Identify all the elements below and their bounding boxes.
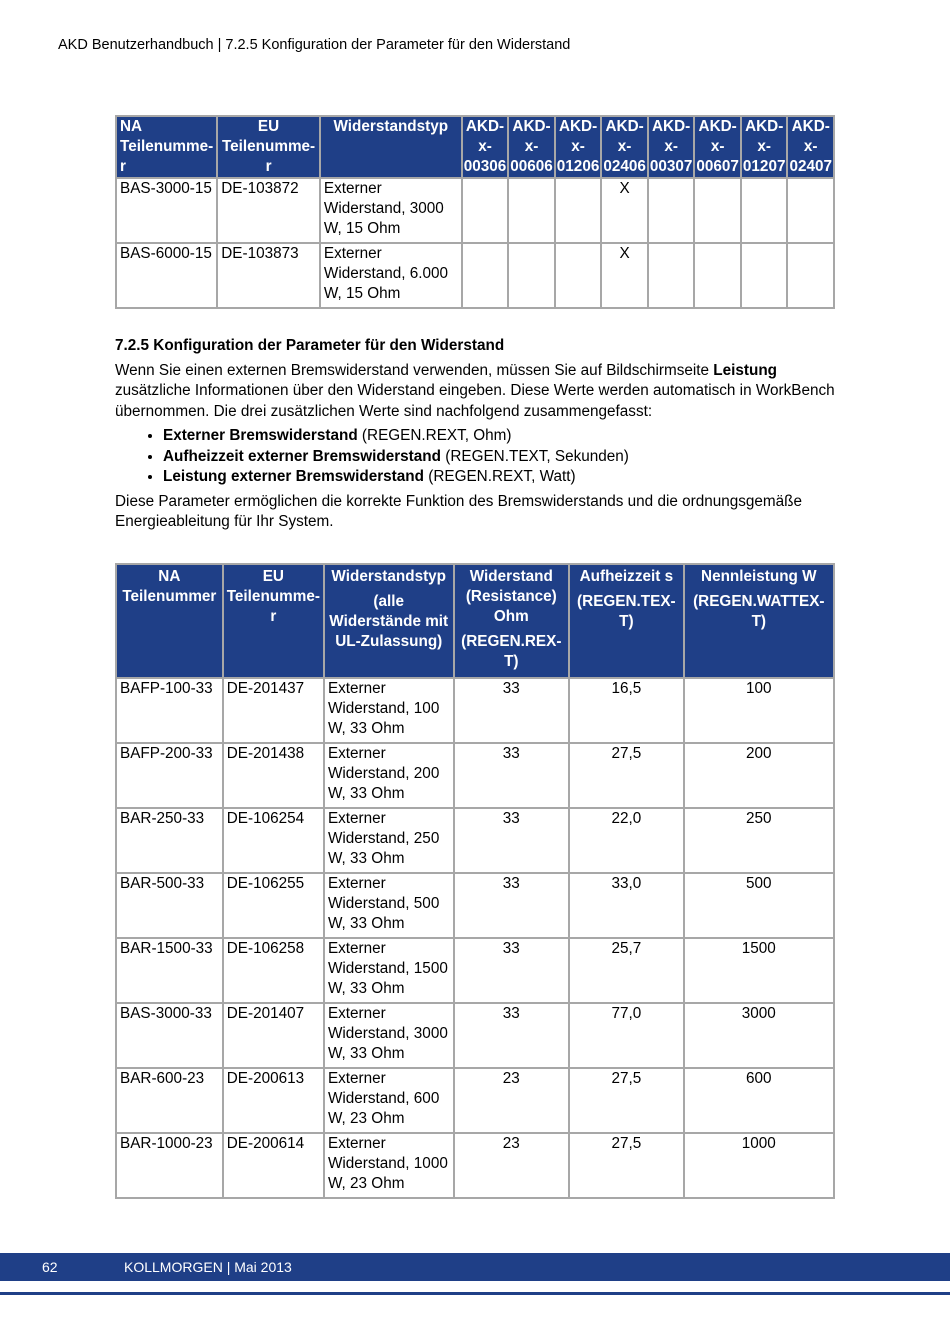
- cell-na-part: BAS-3000-15: [116, 178, 217, 243]
- intro-text-1: Wenn Sie einen externen Bremswiderstand verwenden, müssen Sie auf Bildschirmseite: [115, 361, 714, 379]
- table-row: [116, 1003, 834, 1068]
- cell-eu-part: DE-106258: [223, 938, 324, 1003]
- cell-na-part: BAR-1500-33: [116, 938, 223, 1003]
- cell-resistance: 33: [454, 743, 570, 808]
- running-header: AKD Benutzerhandbuch | 7.2.5 Konfiguration der Parameter für den Widerstand: [58, 37, 571, 53]
- cell-eu-part: DE-200613: [223, 1068, 324, 1133]
- cell-heating-time: 27,5: [569, 1133, 684, 1198]
- list-item: [163, 467, 835, 488]
- cell-akd: [741, 243, 788, 308]
- header-resistor-type: [324, 564, 454, 678]
- cell-akd: [555, 243, 602, 308]
- cell-power: 250: [684, 808, 834, 873]
- table-row: [116, 743, 834, 808]
- cell-resistance: 33: [454, 1003, 570, 1068]
- list-item-rest: (REGEN.REXT, Ohm): [357, 427, 512, 444]
- cell-eu-part: DE-103872: [217, 178, 320, 243]
- header-main: Widerstand (Resistance) Ohm: [465, 568, 557, 625]
- cell-type: Externer Widerstand, 250 W, 33 Ohm: [324, 808, 454, 873]
- cell-type: Externer Widerstand, 200 W, 33 Ohm: [324, 743, 454, 808]
- cell-eu-part: DE-200614: [223, 1133, 324, 1198]
- header-heating-time: [569, 564, 684, 678]
- cell-resistance: 23: [454, 1133, 570, 1198]
- header-main: NA Teilenummer: [122, 568, 217, 605]
- table-row: [116, 938, 834, 1003]
- header-rated-power: [684, 564, 834, 678]
- header-resistance: [454, 564, 570, 678]
- table-header-row: [116, 564, 834, 678]
- cell-akd: [648, 178, 695, 243]
- cell-akd: X: [601, 243, 648, 308]
- cell-eu-part: DE-201437: [223, 678, 324, 743]
- cell-type: Externer Widerstand, 600 W, 23 Ohm: [324, 1068, 454, 1133]
- cell-akd: [694, 178, 741, 243]
- cell-power: 500: [684, 873, 834, 938]
- header-sub: (REGEN.WATTEX-T): [693, 593, 825, 630]
- header-main: Widerstandstyp: [331, 568, 447, 585]
- list-item-bold: Leistung externer Bremswiderstand: [163, 468, 424, 485]
- cell-resistance: 33: [454, 678, 570, 743]
- cell-akd: [741, 178, 788, 243]
- cell-na-part: BAR-1000-23: [116, 1133, 223, 1198]
- intro-bold-term: Leistung: [713, 361, 778, 379]
- header-resistor-type: Widerstandstyp: [320, 116, 462, 178]
- cell-type: Externer Widerstand, 1500 W, 33 Ohm: [324, 938, 454, 1003]
- header-akd-02407: AKD-x-02407: [787, 116, 834, 178]
- header-sub: (alle Widerstände mit UL-Zulassung): [329, 593, 449, 650]
- cell-type: Externer Widerstand, 3000 W, 33 Ohm: [324, 1003, 454, 1068]
- cell-type: Externer Widerstand, 500 W, 33 Ohm: [324, 873, 454, 938]
- cell-na-part: BAR-250-33: [116, 808, 223, 873]
- compatibility-table: [115, 115, 835, 309]
- header-akd-00607: AKD-x-00607: [694, 116, 741, 178]
- header-main: Nennleistung W: [701, 568, 817, 585]
- cell-type: Externer Widerstand, 6.000 W, 15 Ohm: [320, 243, 462, 308]
- intro-text-2: zusätzliche Informationen über den Widerstand eingeben. Diese Werte werden automatisch in WorkBench übernommen. Die drei zusätzlichen Werte sind nachfolgend zusammengefasst:: [115, 382, 835, 420]
- header-akd-01207: AKD-x-01207: [741, 116, 788, 178]
- cell-power: 1500: [684, 938, 834, 1003]
- list-item: [163, 447, 835, 468]
- cell-eu-part: DE-106254: [223, 808, 324, 873]
- section-heading: 7.2.5 Konfiguration der Parameter für den Widerstand: [115, 337, 505, 354]
- cell-eu-part: DE-106255: [223, 873, 324, 938]
- page-number: 62: [42, 1259, 58, 1275]
- cell-heating-time: 25,7: [569, 938, 684, 1003]
- header-na-part-number: [116, 564, 223, 678]
- table-header-row: [116, 116, 834, 178]
- table-row: [116, 808, 834, 873]
- table-row: [116, 678, 834, 743]
- cell-type: Externer Widerstand, 3000 W, 15 Ohm: [320, 178, 462, 243]
- cell-heating-time: 16,5: [569, 678, 684, 743]
- cell-resistance: 33: [454, 938, 570, 1003]
- header-eu-part-number: EU Teilenumme-r: [217, 116, 320, 178]
- header-akd-00606: AKD-x-00606: [508, 116, 555, 178]
- cell-heating-time: 77,0: [569, 1003, 684, 1068]
- header-main: Aufheizzeit s: [579, 568, 674, 585]
- cell-power: 3000: [684, 1003, 834, 1068]
- closing-paragraph: Diese Parameter ermöglichen die korrekte Funktion des Bremswiderstands und die ordnungsgemäße Energieableitung für Ihr System.: [115, 492, 803, 530]
- header-sub: (REGEN.TEX-T): [577, 593, 676, 630]
- footer-divider: [0, 1292, 950, 1295]
- table-row: [116, 1068, 834, 1133]
- header-na-part-number: NA Teilenumme-r: [116, 116, 217, 178]
- cell-power: 200: [684, 743, 834, 808]
- cell-akd: [648, 243, 695, 308]
- header-sub: (REGEN.REX-T): [461, 633, 562, 670]
- footer-brand: KOLLMORGEN | Mai 2013: [124, 1259, 292, 1275]
- cell-resistance: 33: [454, 808, 570, 873]
- cell-heating-time: 22,0: [569, 808, 684, 873]
- table-row: [116, 1133, 834, 1198]
- header-akd-02406: AKD-x-02406: [601, 116, 648, 178]
- header-eu-part-number: [223, 564, 324, 678]
- cell-na-part: BAFP-200-33: [116, 743, 223, 808]
- intro-paragraph: [115, 361, 835, 423]
- cell-eu-part: DE-103873: [217, 243, 320, 308]
- cell-akd: [462, 178, 509, 243]
- section-resistor-parameters: [115, 336, 835, 533]
- cell-na-part: BAR-500-33: [116, 873, 223, 938]
- cell-akd: X: [601, 178, 648, 243]
- table-row: [116, 178, 834, 243]
- list-item: [163, 426, 835, 447]
- cell-akd: [508, 243, 555, 308]
- header-akd-00307: AKD-x-00307: [648, 116, 695, 178]
- cell-akd: [787, 243, 834, 308]
- footer-bar: [0, 1253, 950, 1281]
- parameter-list: [115, 426, 835, 488]
- header-akd-00306: AKD-x-00306: [462, 116, 509, 178]
- resistor-parameter-table: [115, 563, 835, 1199]
- cell-eu-part: DE-201438: [223, 743, 324, 808]
- table-row: [116, 873, 834, 938]
- cell-akd: [508, 178, 555, 243]
- list-item-rest: (REGEN.TEXT, Sekunden): [440, 447, 629, 465]
- cell-type: Externer Widerstand, 1000 W, 23 Ohm: [324, 1133, 454, 1198]
- list-item-rest: (REGEN.REXT, Watt): [423, 468, 576, 485]
- cell-heating-time: 27,5: [569, 743, 684, 808]
- cell-na-part: BAS-3000-33: [116, 1003, 223, 1068]
- cell-heating-time: 33,0: [569, 873, 684, 938]
- header-akd-01206: AKD-x-01206: [555, 116, 602, 178]
- cell-heating-time: 27,5: [569, 1068, 684, 1133]
- cell-power: 600: [684, 1068, 834, 1133]
- cell-eu-part: DE-201407: [223, 1003, 324, 1068]
- table-row: [116, 243, 834, 308]
- list-item-bold: Externer Bremswiderstand: [163, 427, 358, 444]
- cell-na-part: BAFP-100-33: [116, 678, 223, 743]
- cell-akd: [462, 243, 509, 308]
- cell-resistance: 23: [454, 1068, 570, 1133]
- cell-akd: [555, 178, 602, 243]
- cell-na-part: BAR-600-23: [116, 1068, 223, 1133]
- cell-power: 100: [684, 678, 834, 743]
- cell-type: Externer Widerstand, 100 W, 33 Ohm: [324, 678, 454, 743]
- cell-akd: [694, 243, 741, 308]
- cell-akd: [787, 178, 834, 243]
- cell-power: 1000: [684, 1133, 834, 1198]
- header-main: EU Teilenumme-r: [226, 568, 320, 625]
- cell-resistance: 33: [454, 873, 570, 938]
- list-item-bold: Aufheizzeit externer Bremswiderstand: [163, 447, 441, 465]
- cell-na-part: BAS-6000-15: [116, 243, 217, 308]
